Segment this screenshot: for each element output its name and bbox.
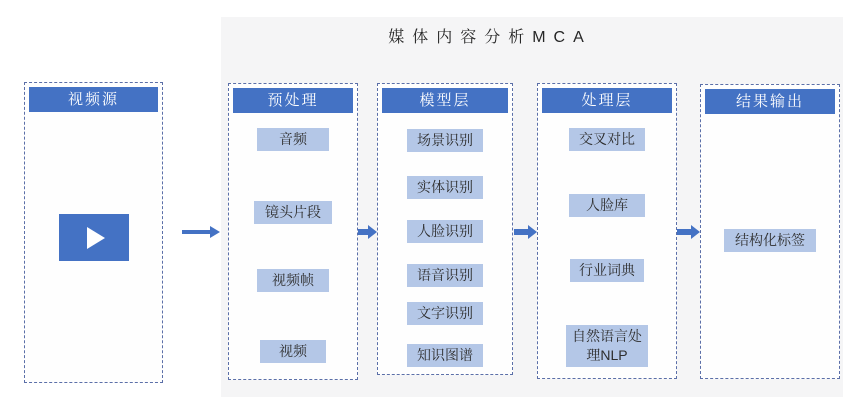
column-model-layer-header: 模型层	[382, 88, 508, 113]
right-arrow-icon	[358, 225, 377, 239]
column-process-layer-header: 处理层	[542, 88, 672, 113]
process-item-industry-lexicon: 行业词典	[570, 259, 644, 282]
preprocess-item-video: 视频	[260, 340, 326, 363]
process-item-face-database: 人脸库	[569, 194, 645, 217]
right-arrow-icon	[182, 225, 220, 239]
column-video-source	[24, 82, 163, 383]
model-item-text-recognition: 文字识别	[407, 302, 483, 325]
model-item-speech-recognition: 语音识别	[407, 264, 483, 287]
flow-arrow-4	[677, 225, 700, 239]
model-item-knowledge-graph: 知识图谱	[407, 344, 483, 367]
preprocess-item-shot-segment: 镜头片段	[254, 201, 332, 224]
model-item-scene-recognition: 场景识别	[407, 129, 483, 152]
column-preprocess-header: 预处理	[233, 88, 353, 113]
diagram-title: 媒体内容分析MCA	[388, 29, 592, 46]
right-arrow-icon	[677, 225, 700, 239]
model-item-entity-recognition: 实体识别	[407, 176, 483, 199]
column-preprocess	[228, 83, 358, 380]
video-player-button	[59, 214, 129, 261]
output-item-structured-tags: 结构化标签	[724, 229, 816, 252]
column-process-layer	[537, 83, 677, 379]
process-item-nlp: 自然语言处理NLP	[566, 325, 648, 367]
column-result-output-header: 结果输出	[705, 89, 835, 114]
flow-arrow-1	[182, 225, 220, 239]
preprocess-item-audio: 音频	[257, 128, 329, 151]
right-arrow-icon	[514, 225, 537, 239]
column-result-output	[700, 84, 840, 379]
flow-arrow-2	[358, 225, 377, 239]
play-icon	[87, 227, 105, 249]
column-model-layer	[377, 83, 513, 375]
column-video-source-header: 视频源	[29, 87, 158, 112]
model-item-face-recognition: 人脸识别	[407, 220, 483, 243]
process-item-cross-compare: 交叉对比	[569, 128, 645, 151]
preprocess-item-video-frame: 视频帧	[257, 269, 329, 292]
flow-arrow-3	[514, 225, 537, 239]
